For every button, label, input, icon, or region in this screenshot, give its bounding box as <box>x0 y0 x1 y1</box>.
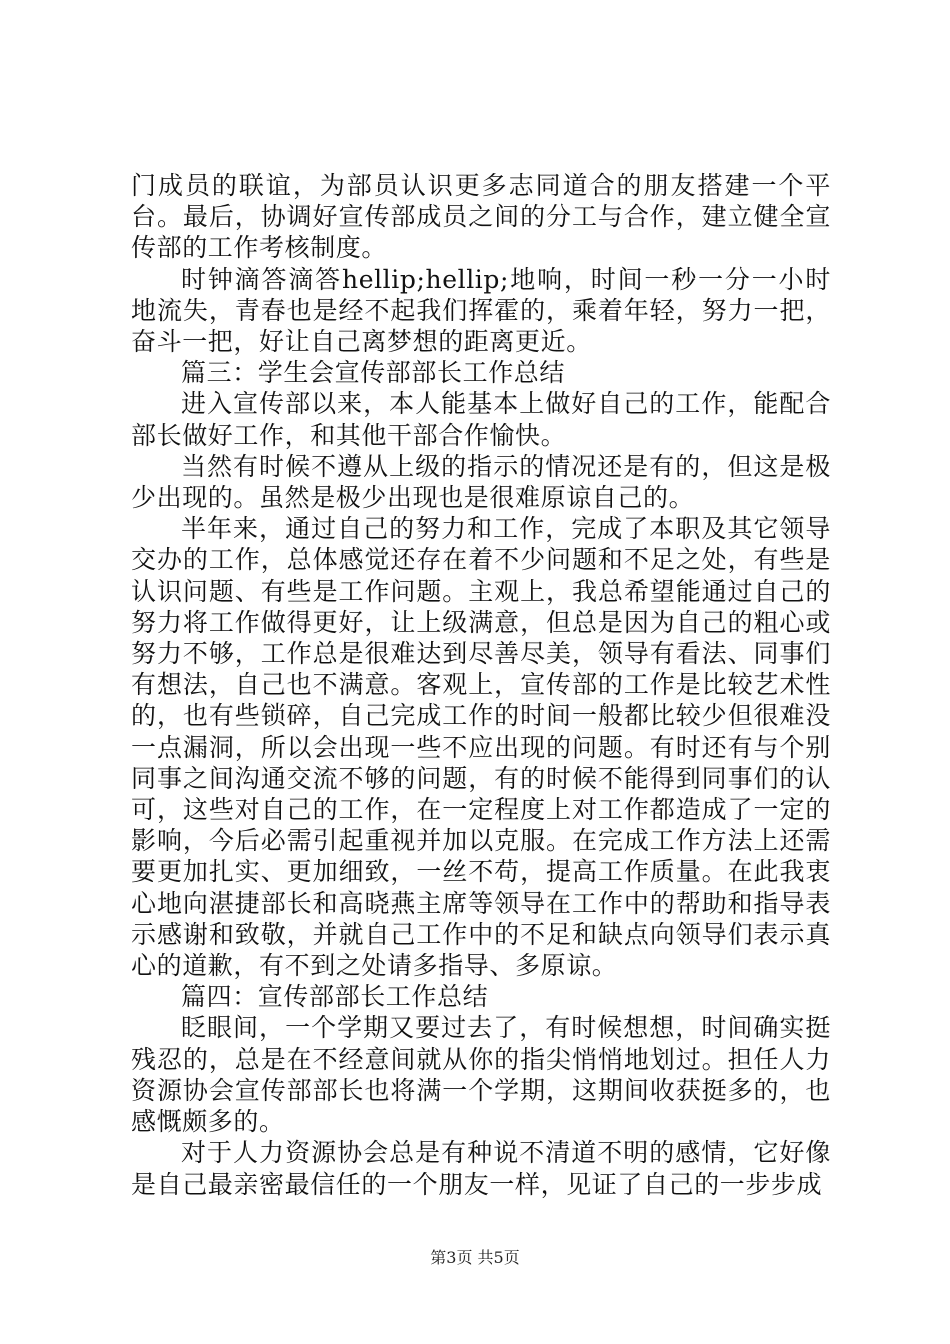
paragraph-association: 对于人力资源协会总是有种说不清道不明的感情，它好像是自己最亲密最信任的一个朋友一样，见证了自己的一步步成 <box>131 1138 831 1199</box>
page-number-footer: 第3页 共5页 <box>430 1248 520 1267</box>
paragraph-clock: 时钟滴答滴答hellip;hellip;地响，时间一秒一分一小时地流失，青春也是经不起我们挥霍的，乘着年轻，努力一把，奋斗一把，好让自己离梦想的距离更近。 <box>131 264 831 357</box>
section-heading-part-three: 篇三：学生会宣传部部长工作总结 <box>181 358 566 388</box>
document-body <box>131 170 831 1200</box>
paragraph-continuation: 门成员的联谊，为部员认识更多志同道合的朋友搭建一个平台。最后，协调好宣传部成员之间的分工与合作，建立健全宣传部的工作考核制度。 <box>131 171 831 263</box>
paragraph-joining: 进入宣传部以来，本人能基本上做好自己的工作，能配合部长做好工作，和其他干部合作愉快。 <box>131 389 831 450</box>
paragraph-half-year: 半年来，通过自己的努力和工作，完成了本职及其它领导交办的工作，总体感觉还存在着不少问题和不足之处，有些是认识问题、有些是工作问题。主观上，我总希望能通过自己的努力将工作做得更好，让上级满意，但总是因为自己的粗心或努力不够，工作总是很难达到尽善尽美，领导有看法、同事们有想法，自己也不满意。客观上，宣传部的工作是比较艺术性的，也有些锁碎，自己完成工作的时间一般都比较少但很难没一点漏洞，所以会出现一些不应出现的问题。有时还有与个别同事之间沟通交流不够的问题，有的时候不能得到同事们的认可，这些对自己的工作，在一定程度上对工作都造成了一定的影响，今后必需引起重视并加以克服。在完成工作方法上还需要更加扎实、更加细致，一丝不苟，提高工作质量。在此我衷心地向湛捷部长和高晓燕主席等领导在工作中的帮助和指导表示感谢和致敬，并就自己工作中的不足和缺点向领导们表示真心的道歉，有不到之处请多指导、多原谅。 <box>131 514 831 981</box>
paragraph-semester: 眨眼间，一个学期又要过去了，有时候想想，时间确实挺残忍的，总是在不经意间就从你的指尖悄悄地划过。担任人力资源协会宣传部部长也将满一个学期，这期间收获挺多的，也感慨颇多的。 <box>131 1013 831 1137</box>
section-heading-part-four: 篇四：宣传部部长工作总结 <box>181 982 489 1012</box>
paragraph-instructions: 当然有时候不遵从上级的指示的情况还是有的，但这是极少出现的。虽然是极少出现也是很难原谅自己的。 <box>131 451 831 513</box>
